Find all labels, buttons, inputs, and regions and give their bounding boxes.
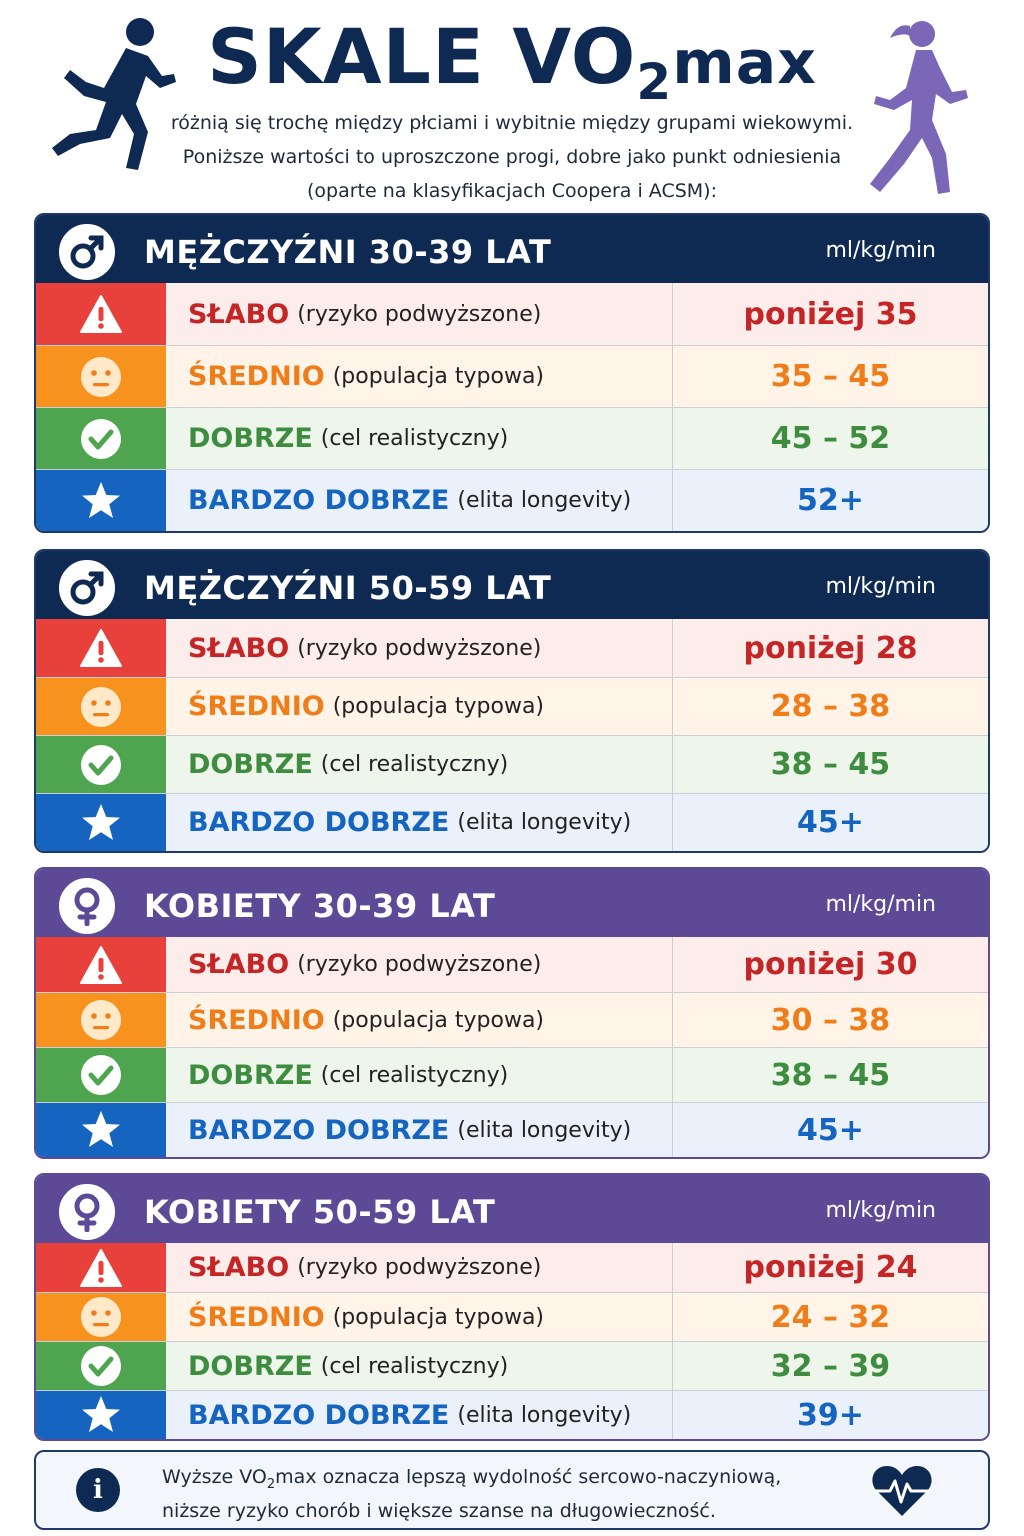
panel-title: KOBIETY 50-59 LAT [144,1193,496,1231]
threshold-value: 30 – 38 [673,993,988,1047]
level-description: (ryzyko podwyższone) [297,1255,542,1280]
level-description: (populacja typowa) [332,364,545,389]
footer-line: niższe ryzyko chorób i większe szanse na długowieczność. [162,1499,716,1522]
female-symbol-icon [56,875,118,937]
panel-title: MĘŻCZYŹNI 30-39 LAT [144,233,552,271]
intro-text [160,106,864,208]
panel-header [36,215,988,283]
level-label [166,408,673,469]
check-icon [36,1342,166,1390]
level-name: ŚREDNIO [188,361,325,392]
level-label [166,283,673,345]
footer-line: Wyższe $VO_2\max$ oznacza lepszą wydolność sercowo-naczyniową, [162,1466,782,1492]
level-label [166,736,673,793]
unit-label: ml/kg/min [825,892,936,917]
star-icon [36,1103,166,1157]
panel-title: MĘŻCZYŹNI 50-59 LAT [144,569,552,607]
level-label [166,1103,673,1157]
threshold-value: 24 – 32 [673,1293,988,1341]
level-description: (cel realistyczny) [320,1353,509,1379]
level-name: DOBRZE [188,1350,313,1382]
level-description: (cel realistyczny) [320,1062,509,1088]
warning-icon [36,1243,166,1292]
table-row [36,793,988,851]
table-row [36,735,988,793]
level-label [166,1342,673,1390]
female-symbol-icon [56,1181,118,1243]
level-label [166,678,673,735]
intro-line: Poniższe wartości to uproszczone progi, dobre jako punkt odniesienia [182,146,842,168]
table-row [36,937,988,992]
threshold-value: 35 – 45 [673,346,988,407]
level-label [166,1243,673,1292]
panel-header [36,551,988,619]
threshold-value: poniżej 28 [673,619,988,677]
threshold-value: 45+ [673,1103,988,1157]
rows [36,1243,988,1439]
level-description: (elita longevity) [457,1402,632,1428]
threshold-value: 28 – 38 [673,678,988,735]
warning-icon [36,619,166,677]
male-symbol-icon [56,221,118,283]
level-name: BARDZO DOBRZE [188,1399,450,1431]
unit-label: ml/kg/min [825,574,936,599]
level-description: (populacja typowa) [332,694,545,719]
table-row [36,1390,988,1439]
level-label [166,937,673,992]
panel-header [36,869,988,937]
rows [36,619,988,851]
level-name: ŚREDNIO [188,1004,325,1036]
level-description: (ryzyko podwyższone) [297,301,542,327]
level-description: (elita longevity) [457,488,632,513]
check-icon [36,408,166,469]
star-icon [36,470,166,531]
level-label [166,794,673,851]
threshold-value: 45 – 52 [673,408,988,469]
star-icon [36,1391,166,1439]
threshold-value: poniżej 24 [673,1243,988,1292]
panel-title: KOBIETY 30-39 LAT [144,887,496,925]
star-icon [36,794,166,851]
level-label [166,1391,673,1439]
intro-line: (oparte na klasyfikacjach Coopera i ACSM): [307,180,717,202]
panel-women-30-39 [34,867,990,1159]
rows [36,283,988,531]
intro-line: różnią się trochę między płciami i wybitnie między grupami wiekowymi. [170,112,854,134]
threshold-value: 52+ [673,470,988,531]
neutral-face-icon [36,1293,166,1341]
level-label [166,993,673,1047]
level-name: SŁABO [188,1252,290,1283]
table-row [36,1243,988,1292]
level-description: (ryzyko podwyższone) [297,635,542,661]
threshold-value: 45+ [673,794,988,851]
threshold-value: 38 – 45 [673,736,988,793]
table-row [36,1102,988,1157]
warning-icon [36,937,166,992]
level-label [166,1048,673,1102]
panel-header [36,1175,988,1243]
check-icon [36,736,166,793]
level-description: (elita longevity) [457,1117,632,1143]
unit-label: ml/kg/min [825,238,936,263]
table-row [36,345,988,407]
level-description: (ryzyko podwyższone) [297,952,542,977]
panel-women-50-59 [34,1173,990,1441]
level-description: (elita longevity) [457,810,632,835]
level-name: ŚREDNIO [188,1301,325,1333]
page-title: SKALE $VO_2\max$ [207,12,817,111]
panel-men-30-39 [34,213,990,533]
table-row [36,677,988,735]
level-description: (cel realistyczny) [320,426,509,451]
unit-label: ml/kg/min [825,1198,936,1223]
footer-text [162,1464,781,1524]
level-name: DOBRZE [188,423,313,454]
threshold-value: poniżej 30 [673,937,988,992]
table-row [36,407,988,469]
threshold-value: 38 – 45 [673,1048,988,1102]
info-footer [34,1450,990,1530]
table-row [36,619,988,677]
level-name: BARDZO DOBRZE [188,807,450,838]
table-row [36,992,988,1047]
level-name: BARDZO DOBRZE [188,1114,450,1146]
table-row [36,1341,988,1390]
level-name: DOBRZE [188,1059,313,1091]
male-symbol-icon [56,557,118,619]
level-label [166,470,673,531]
level-description: (populacja typowa) [332,1304,545,1330]
level-name: DOBRZE [188,749,313,780]
panel-men-50-59 [34,549,990,853]
rows [36,937,988,1157]
threshold-value: poniżej 35 [673,283,988,345]
neutral-face-icon [36,993,166,1047]
info-icon: i [76,1468,120,1512]
header [0,0,1024,205]
neutral-face-icon [36,678,166,735]
heart-pulse-icon [870,1464,934,1518]
threshold-value: 32 – 39 [673,1342,988,1390]
table-row [36,1047,988,1102]
table-row [36,1292,988,1341]
neutral-face-icon [36,346,166,407]
level-name: SŁABO [188,632,290,664]
threshold-value: 39+ [673,1391,988,1439]
table-row [36,283,988,345]
level-name: BARDZO DOBRZE [188,485,450,516]
level-name: SŁABO [188,949,290,980]
level-description: (populacja typowa) [332,1007,545,1033]
female-runner-icon [860,8,990,198]
warning-icon [36,283,166,345]
level-label [166,619,673,677]
level-label [166,346,673,407]
level-label [166,1293,673,1341]
level-name: ŚREDNIO [188,691,325,722]
level-description: (cel realistyczny) [320,752,509,777]
table-row [36,469,988,531]
check-icon [36,1048,166,1102]
level-name: SŁABO [188,298,290,330]
